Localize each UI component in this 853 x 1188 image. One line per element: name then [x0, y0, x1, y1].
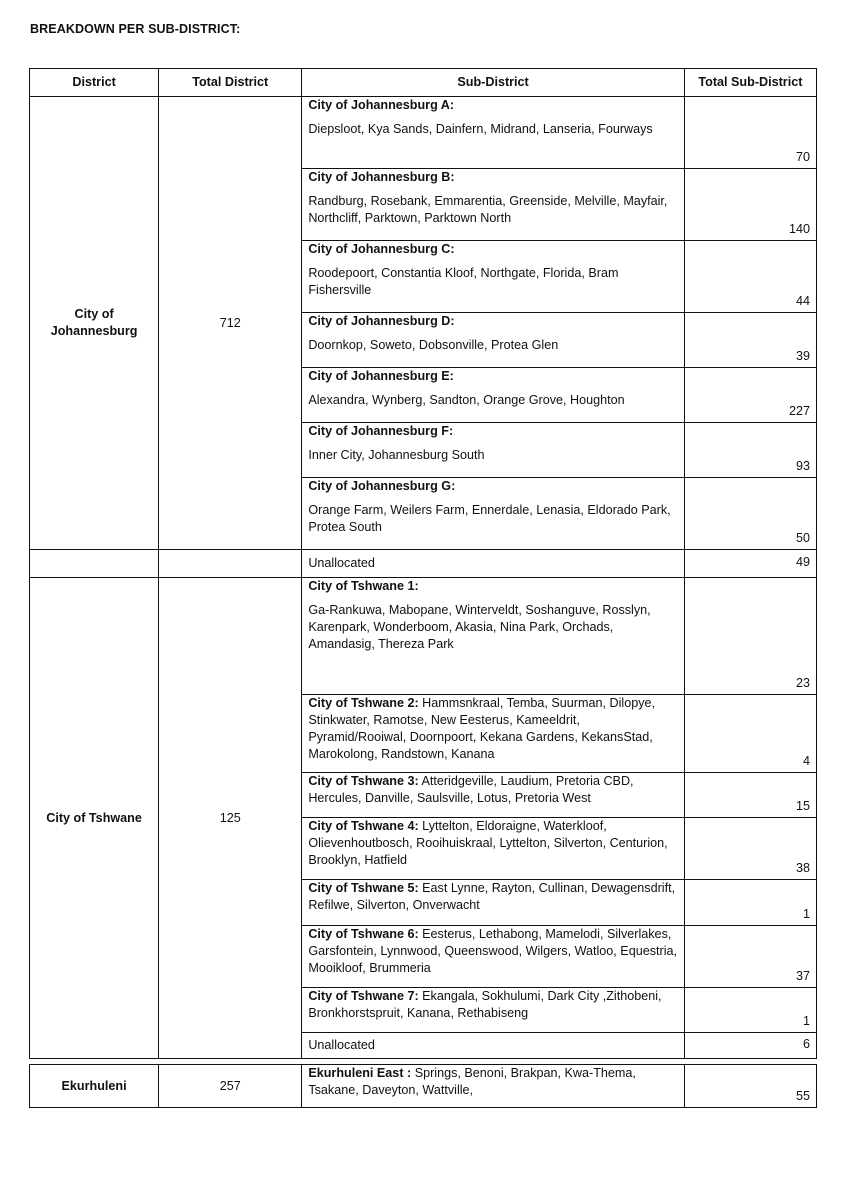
sub-district-total: 140	[684, 169, 816, 241]
sub-district-areas: Ga-Rankuwa, Mabopane, Winterveldt, Soshanguve, Rosslyn, Karenpark, Wonderboom, Akasia, Nina Park, Orchads, Amandasig, Thereza Park	[308, 603, 651, 651]
sub-district-total: 50	[684, 478, 816, 550]
sub-district-total: 1	[684, 880, 816, 926]
sub-district-name: City of Johannesburg D:	[308, 314, 455, 328]
sub-district-areas: Ekangala, Sokhulumi, Dark City ,Zithobeni, Bronkhorstspruit, Kanana, Rethabiseng	[308, 989, 662, 1020]
table-row	[30, 97, 817, 169]
sub-district-cell	[302, 578, 684, 695]
sub-district-areas: Inner City, Johannesburg South	[308, 448, 485, 462]
sub-district-cell	[302, 988, 684, 1033]
sub-district-table	[29, 68, 817, 1108]
sub-district-areas: Doornkop, Soweto, Dobsonville, Protea Glen	[308, 338, 559, 352]
sub-district-name: City of Tshwane 3:	[308, 774, 419, 788]
district-total: 712	[159, 97, 302, 550]
sub-district-name: Ekurhuleni East :	[308, 1066, 412, 1080]
sub-district-cell	[302, 423, 684, 478]
district-name: City of Tshwane	[30, 578, 159, 1059]
sub-district-name: City of Tshwane 7:	[308, 989, 419, 1003]
sub-district-cell	[302, 313, 684, 368]
sub-district-areas: Diepsloot, Kya Sands, Dainfern, Midrand, Lanseria, Fourways	[308, 122, 653, 136]
page-heading: BREAKDOWN PER SUB-DISTRICT:	[30, 22, 241, 36]
sub-district-cell	[302, 97, 684, 169]
sub-district-cell	[302, 695, 684, 773]
sub-district-areas: East Lynne, Rayton, Cullinan, Dewagensdrift, Refilwe, Silverton, Onverwacht	[308, 881, 676, 912]
table-row	[30, 550, 817, 578]
sub-district-cell	[302, 241, 684, 313]
district-name: City of Johannesburg	[30, 97, 159, 550]
sub-district-total: 39	[684, 313, 816, 368]
district-total: 257	[159, 1065, 302, 1108]
sub-district-name: City of Tshwane 4:	[308, 819, 419, 833]
sub-district-areas: Randburg, Rosebank, Emmarentia, Greenside, Melville, Mayfair, Northcliff, Parktown, Parktown North	[308, 194, 668, 225]
sub-district-cell	[302, 169, 684, 241]
sub-district-name: City of Johannesburg F:	[308, 424, 454, 438]
sub-district-total: 4	[684, 695, 816, 773]
sub-district-areas: Eesterus, Lethabong, Mamelodi, Silverlakes, Garsfontein, Lynnwood, Queenswood, Wilgers, Watloo, Equestria, Mooikloof, Brummeria	[308, 927, 677, 975]
sub-district-total: 37	[684, 926, 816, 988]
sub-district-total: 23	[684, 578, 816, 695]
sub-district-cell	[302, 478, 684, 550]
sub-district-cell	[302, 818, 684, 880]
sub-district-name: City of Tshwane 1:	[308, 579, 419, 593]
sub-district-areas: Roodepoort, Constantia Kloof, Northgate, Florida, Bram Fishersville	[308, 266, 619, 297]
sub-district-total: 38	[684, 818, 816, 880]
sub-district-total: 44	[684, 241, 816, 313]
unallocated-total: 6	[684, 1033, 816, 1059]
sub-district-total: 55	[684, 1065, 816, 1108]
sub-district-cell	[302, 368, 684, 423]
district-total: 125	[159, 578, 302, 1059]
empty-cell	[159, 550, 302, 578]
unallocated-label: Unallocated	[302, 1033, 684, 1059]
sub-district-cell	[302, 880, 684, 926]
sub-district-areas: Hammsnkraal, Temba, Suurman, Dilopye, Stinkwater, Ramotse, New Eesterus, Kameeldrit, Pyramid/Rooiwal, Doornpoort, Kekana Gardens, KekansStad, Marokolong, Randstown, Kanana	[308, 696, 655, 761]
empty-cell	[30, 550, 159, 578]
sub-district-cell	[302, 926, 684, 988]
district-name: Ekurhuleni	[30, 1065, 159, 1108]
unallocated-total: 49	[684, 550, 816, 578]
sub-district-cell	[302, 1065, 684, 1108]
sub-district-name: City of Johannesburg A:	[308, 98, 455, 112]
unallocated-label: Unallocated	[302, 550, 684, 578]
sub-district-name: City of Tshwane 5:	[308, 881, 419, 895]
sub-district-name: City of Tshwane 2:	[308, 696, 419, 710]
sub-district-areas: Alexandra, Wynberg, Sandton, Orange Grove, Houghton	[308, 393, 625, 407]
sub-district-name: City of Johannesburg C:	[308, 242, 455, 256]
sub-district-total: 93	[684, 423, 816, 478]
sub-district-name: City of Tshwane 6:	[308, 927, 419, 941]
sub-district-areas: Atteridgeville, Laudium, Pretoria CBD, Hercules, Danville, Saulsville, Lotus, Pretoria West	[308, 774, 634, 805]
column-header-total-district: Total District	[159, 69, 302, 97]
sub-district-areas: Springs, Benoni, Brakpan, Kwa-Thema, Tsakane, Daveyton, Wattville,	[308, 1066, 636, 1097]
sub-district-name: City of Johannesburg G:	[308, 479, 456, 493]
sub-district-areas: Lyttelton, Eldoraigne, Waterkloof, Olievenhoutbosch, Rooihuiskraal, Lyttelton, Silverton, Centurion, Brooklyn, Hatfield	[308, 819, 668, 867]
column-header-district: District	[30, 69, 159, 97]
column-header-sub-district: Sub-District	[302, 69, 684, 97]
sub-district-name: City of Johannesburg B:	[308, 170, 455, 184]
sub-district-areas: Orange Farm, Weilers Farm, Ennerdale, Lenasia, Eldorado Park, Protea South	[308, 503, 671, 534]
sub-district-name: City of Johannesburg E:	[308, 369, 454, 383]
table-row	[30, 1065, 817, 1108]
sub-district-cell	[302, 773, 684, 818]
sub-district-total: 227	[684, 368, 816, 423]
sub-district-total: 1	[684, 988, 816, 1033]
sub-district-total: 15	[684, 773, 816, 818]
column-header-total-sub-district: Total Sub-District	[684, 69, 816, 97]
table-header-row	[30, 69, 817, 97]
table-row	[30, 578, 817, 695]
sub-district-total: 70	[684, 97, 816, 169]
